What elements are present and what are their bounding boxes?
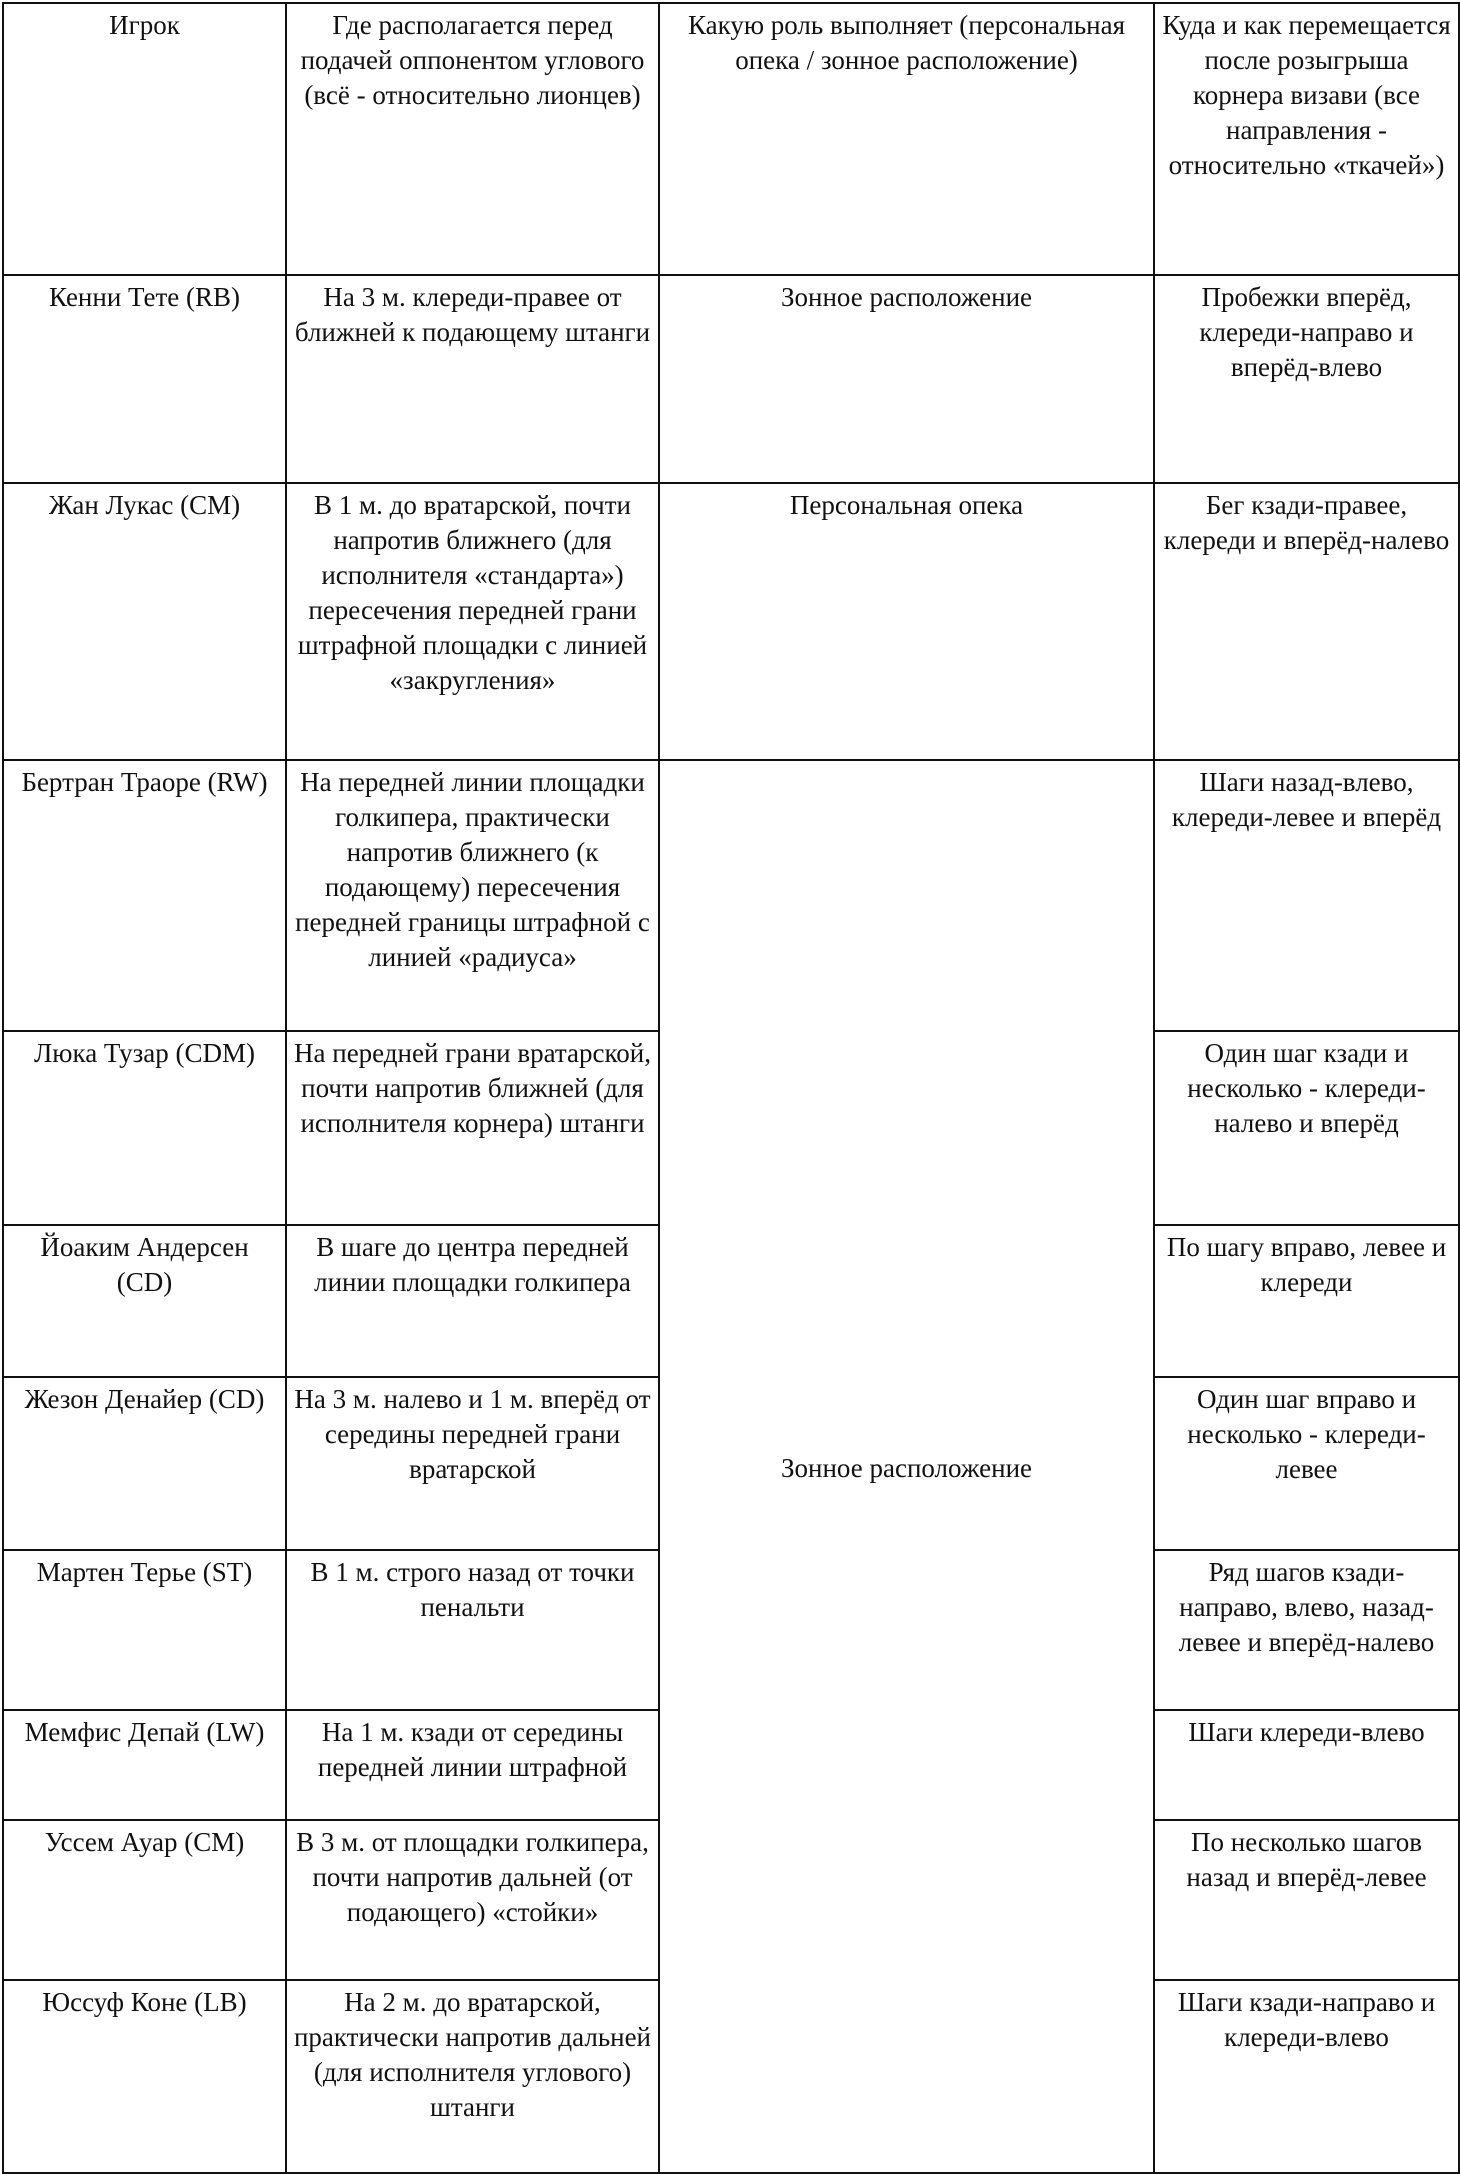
movement-cell: По шагу вправо, левее и клереди <box>1154 1225 1459 1377</box>
movement-cell: Один шаг кзади и несколько - клереди-налево и вперёд <box>1154 1031 1459 1225</box>
position-cell: На передней грани вратарской, почти напротив ближней (для исполнителя корнера) штанги <box>286 1031 659 1225</box>
header-row <box>3 3 1459 275</box>
header-movement: Куда и как перемещается после розыгрыша корнера визави (все направления - относительно «ткачей») <box>1154 3 1459 275</box>
movement-cell: Шаги клереди-влево <box>1154 1710 1459 1820</box>
position-cell: В 1 м. до вратарской, почти напротив ближнего (для исполнителя «стандарта») пересечения передней грани штрафной площадки с линией «закругления» <box>286 483 659 760</box>
player-cell: Бертран Траоре (RW) <box>3 760 286 1031</box>
player-cell: Кенни Тете (RB) <box>3 275 286 483</box>
player-cell: Юссуф Коне (LB) <box>3 1980 286 2173</box>
player-cell: Жан Лукас (CM) <box>3 483 286 760</box>
position-cell: В шаге до центра передней линии площадки голкипера <box>286 1225 659 1377</box>
movement-cell: Пробежки вперёд, клереди-направо и вперёд-влево <box>1154 275 1459 483</box>
position-cell: На 3 м. налево и 1 м. вперёд от середины передней грани вратарской <box>286 1377 659 1550</box>
merged-role-cell: Зонное расположение <box>659 760 1154 2173</box>
position-cell: В 1 м. строго назад от точки пенальти <box>286 1550 659 1710</box>
movement-cell: По несколько шагов назад и вперёд-левее <box>1154 1820 1459 1980</box>
position-cell: На 2 м. до вратарской, практически напротив дальней (для исполнителя углового) штанги <box>286 1980 659 2173</box>
corner-defense-table <box>2 2 1460 2174</box>
player-cell: Люка Тузар (CDM) <box>3 1031 286 1225</box>
position-cell: На передней линии площадки голкипера, практически напротив ближнего (к подающему) пересечения передней границы штрафной с линией «радиуса» <box>286 760 659 1031</box>
position-cell: На 1 м. кзади от середины передней линии штрафной <box>286 1710 659 1820</box>
player-cell: Мемфис Депай (LW) <box>3 1710 286 1820</box>
table-row <box>3 483 1459 760</box>
movement-cell: Один шаг вправо и несколько - клереди-левее <box>1154 1377 1459 1550</box>
table-row <box>3 275 1459 483</box>
movement-cell: Шаги кзади-направо и клереди-влево <box>1154 1980 1459 2173</box>
header-position: Где располагается перед подачей оппонентом углового (всё - относительно лионцев) <box>286 3 659 275</box>
role-cell: Персональная опека <box>659 483 1154 760</box>
movement-cell: Ряд шагов кзади-направо, влево, назад-левее и вперёд-налево <box>1154 1550 1459 1710</box>
table-row <box>3 760 1459 1031</box>
header-role: Какую роль выполняет (персональная опека / зонное расположение) <box>659 3 1154 275</box>
player-cell: Мартен Терье (ST) <box>3 1550 286 1710</box>
player-cell: Йоаким Андерсен (CD) <box>3 1225 286 1377</box>
movement-cell: Бег кзади-правее, клереди и вперёд-налево <box>1154 483 1459 760</box>
movement-cell: Шаги назад-влево, клереди-левее и вперёд <box>1154 760 1459 1031</box>
position-cell: В 3 м. от площадки голкипера, почти напротив дальней (от подающего) «стойки» <box>286 1820 659 1980</box>
header-player: Игрок <box>3 3 286 275</box>
player-cell: Уссем Ауар (CM) <box>3 1820 286 1980</box>
role-cell: Зонное расположение <box>659 275 1154 483</box>
player-cell: Жезон Денайер (CD) <box>3 1377 286 1550</box>
position-cell: На 3 м. клереди-правее от ближней к подающему штанги <box>286 275 659 483</box>
